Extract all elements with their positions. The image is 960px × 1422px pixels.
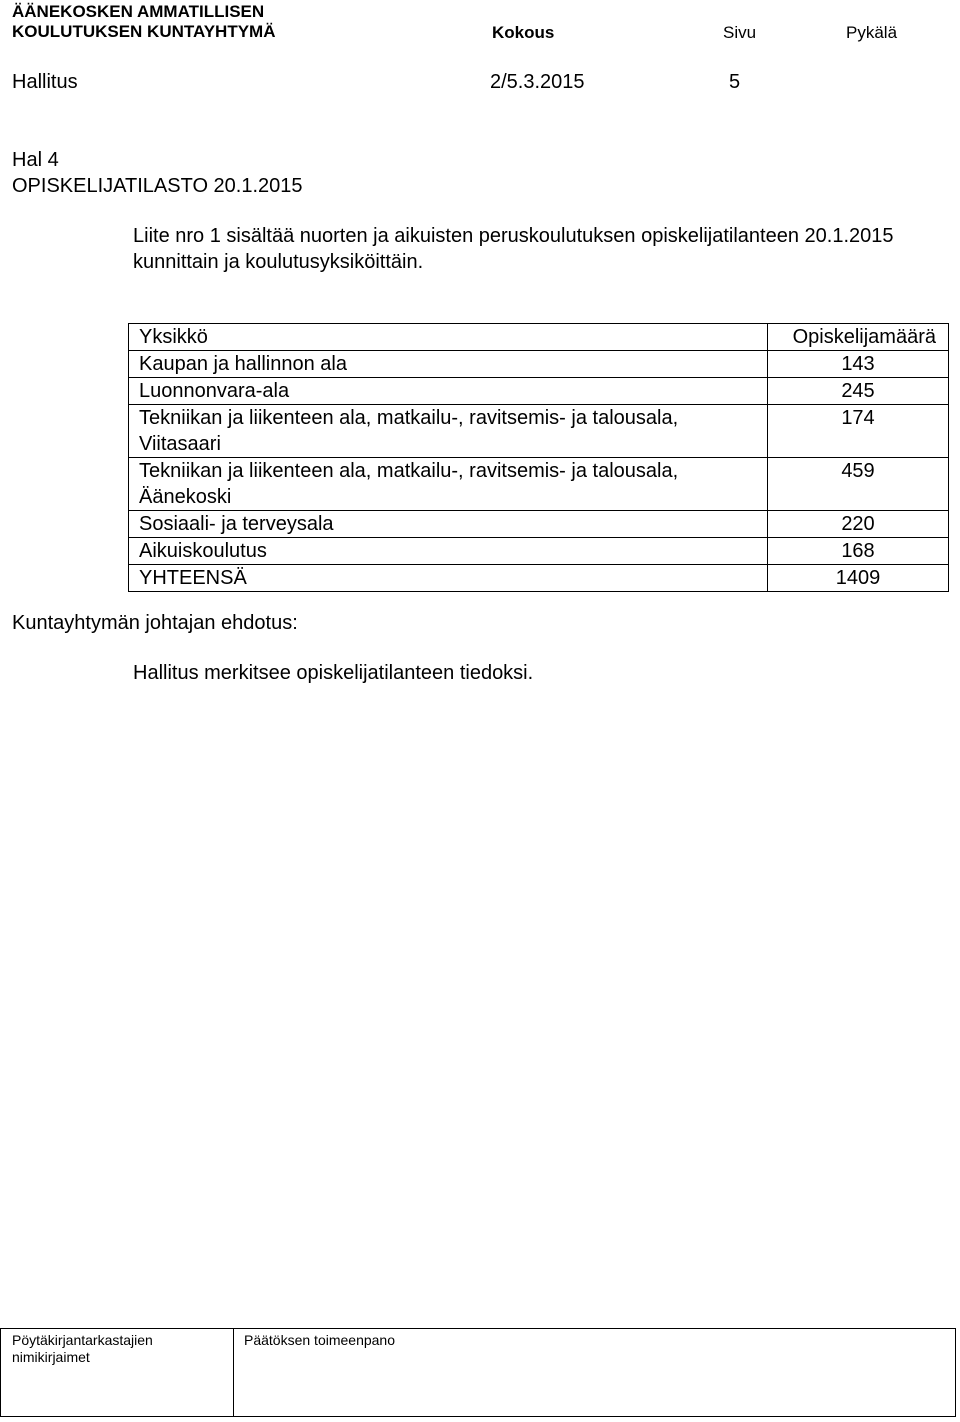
- organization-name-line1: ÄÄNEKOSKEN AMMATILLISEN: [12, 2, 265, 21]
- table-cell-unit: Luonnonvara-ala: [129, 378, 768, 405]
- meeting-page-number: 5: [729, 71, 741, 93]
- table-cell-unit: Kaupan ja hallinnon ala: [129, 351, 768, 378]
- table-header-row: [129, 324, 949, 351]
- footer-box: [0, 1328, 956, 1417]
- table-cell-count: 143: [768, 351, 949, 378]
- section-title: OPISKELIJATILASTO 20.1.2015: [12, 175, 303, 197]
- organization-name: [12, 2, 276, 42]
- table-cell-unit: Sosiaali- ja terveysala: [129, 511, 768, 538]
- table-row: [129, 405, 949, 458]
- table-row: [129, 351, 949, 378]
- student-statistics-table: [128, 323, 949, 592]
- header-sivu-label: Sivu: [723, 23, 757, 42]
- section-heading: [12, 147, 303, 199]
- table-cell-unit: YHTEENSÄ: [129, 565, 768, 592]
- table-row: [129, 458, 949, 511]
- footer-execution-label: Päätöksen toimeenpano: [244, 1332, 395, 1348]
- meeting-date: 2/5.3.2015: [490, 71, 585, 93]
- footer-signatures-label: Pöytäkirjantarkastajien nimikirjaimet: [12, 1332, 153, 1365]
- organization-name-line2: KOULUTUKSEN KUNTAYHTYMÄ: [12, 22, 276, 41]
- table-cell-count: 245: [768, 378, 949, 405]
- table-row: [129, 378, 949, 405]
- header-kokous-label: Kokous: [492, 23, 555, 42]
- table-cell-count: 174: [768, 405, 949, 458]
- table-row: [129, 538, 949, 565]
- footer-divider: [233, 1329, 234, 1416]
- section-number: Hal 4: [12, 149, 59, 171]
- table-cell-count: 1409: [768, 565, 949, 592]
- proposal-label: Kuntayhtymän johtajan ehdotus:: [12, 612, 298, 634]
- table-row: [129, 511, 949, 538]
- table-cell-count: 168: [768, 538, 949, 565]
- table-cell-count: 459: [768, 458, 949, 511]
- table-cell-unit: Tekniikan ja liikenteen ala, matkailu-, ravitsemis- ja talousala, Viitasaari: [129, 405, 768, 458]
- table-cell-unit: Aikuiskoulutus: [129, 538, 768, 565]
- table-total-row: [129, 565, 949, 592]
- column-header-unit: Yksikkö: [129, 324, 768, 351]
- table-cell-unit: Tekniikan ja liikenteen ala, matkailu-, ravitsemis- ja talousala, Äänekoski: [129, 458, 768, 511]
- table-cell-count: 220: [768, 511, 949, 538]
- meeting-body: Hallitus: [12, 71, 78, 93]
- proposal-text: Hallitus merkitsee opiskelijatilanteen tiedoksi.: [133, 662, 534, 684]
- intro-paragraph: Liite nro 1 sisältää nuorten ja aikuisten peruskoulutuksen opiskelijatilanteen 20.1.2015 kunnittain ja koulutusyksiköittäin.: [133, 225, 894, 273]
- header-pykala-label: Pykälä: [846, 23, 898, 42]
- column-header-count: Opiskelijamäärä: [768, 324, 949, 351]
